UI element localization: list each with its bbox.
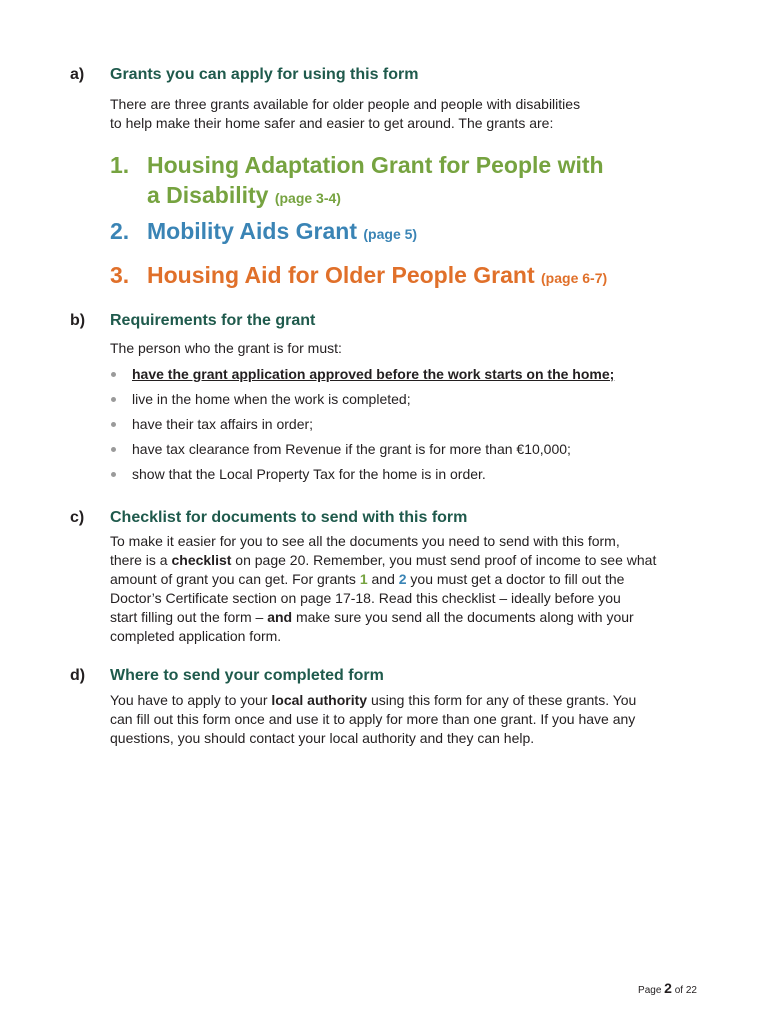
section-intro <box>110 95 710 133</box>
grant-page-ref: (page 6-7) <box>541 270 608 286</box>
section-letter: d) <box>70 667 86 684</box>
body-line <box>110 570 710 589</box>
section-body <box>110 532 710 646</box>
list-item <box>110 387 614 412</box>
text-run: start filling out the form – <box>110 609 268 625</box>
section-heading: Requirements for the grant <box>110 312 316 329</box>
grant-item <box>110 260 607 293</box>
grant-title: Housing Aid for Older People Grant <box>147 262 535 288</box>
text-run: Doctor’s Certificate section on page 17-18. Read this checklist – ideally before you <box>110 590 621 606</box>
text-run: completed application form. <box>110 628 282 644</box>
section-intro <box>110 339 710 358</box>
text-run: and <box>367 571 399 587</box>
emphasis-text: checklist <box>171 552 232 568</box>
body-line <box>110 729 710 748</box>
body-line <box>110 608 710 627</box>
grant-item <box>110 150 604 180</box>
requirements-list <box>110 362 614 487</box>
emphasis-text: local authority <box>271 692 368 708</box>
bullet-icon <box>111 422 116 427</box>
list-item-text: have their tax affairs in order; <box>132 416 314 432</box>
bullet-icon <box>111 397 116 402</box>
section-heading: Grants you can apply for using this form <box>110 66 419 83</box>
list-item <box>110 412 614 437</box>
grant-title: Mobility Aids Grant <box>147 218 357 244</box>
text-run: questions, you should contact your local authority and they can help. <box>110 730 535 746</box>
grant-number: 2. <box>110 218 130 244</box>
list-item <box>110 362 614 387</box>
grant-ref-2: 2 <box>398 571 407 587</box>
grant-number: 3. <box>110 262 130 288</box>
text-run: there is a <box>110 552 172 568</box>
intro-line: to help make their home safer and easier to get around. The grants are: <box>110 115 554 131</box>
emphasis-text: and <box>267 609 293 625</box>
body-line <box>110 551 710 570</box>
text-run: on page 20. Remember, you must send proof of income to see what <box>231 552 657 568</box>
body-line <box>110 627 710 646</box>
page-number: 2 <box>664 980 672 996</box>
text-run: You have to apply to your <box>110 692 272 708</box>
text-run: amount of grant you can get. For grants <box>110 571 360 587</box>
list-item <box>110 437 614 462</box>
grant-title: Housing Adaptation Grant for People with <box>147 152 604 178</box>
intro-line: The person who the grant is for must: <box>110 340 342 356</box>
section-letter: a) <box>70 66 85 83</box>
text-run: using this form for any of these grants. You <box>367 692 637 708</box>
grant-item-continued <box>147 180 341 213</box>
intro-line: There are three grants available for older people and people with disabilities <box>110 96 581 112</box>
grant-ref-1: 1 <box>359 571 368 587</box>
list-item-text: show that the Local Property Tax for the home is in order. <box>132 466 486 482</box>
section-body <box>110 691 710 748</box>
bullet-icon <box>111 447 116 452</box>
grant-number: 1. <box>110 152 130 178</box>
text-run: can fill out this form once and use it to apply for more than one grant. If you have any <box>110 711 636 727</box>
list-item-text: live in the home when the work is completed; <box>132 391 411 407</box>
page-footer <box>638 980 697 996</box>
body-line <box>110 710 710 729</box>
grant-page-ref: (page 3-4) <box>274 190 341 206</box>
body-line <box>110 589 710 608</box>
grant-page-ref: (page 5) <box>363 226 418 242</box>
section-heading: Where to send your completed form <box>110 667 384 684</box>
list-item <box>110 462 614 487</box>
list-item-text: have tax clearance from Revenue if the grant is for more than €10,000; <box>132 441 571 457</box>
bullet-icon <box>111 472 116 477</box>
grant-item <box>110 216 417 249</box>
page-label: Page <box>638 985 665 996</box>
page-total: of 22 <box>671 985 697 996</box>
text-run: make sure you send all the documents along with your <box>292 609 634 625</box>
body-line <box>110 532 710 551</box>
section-heading: Checklist for documents to send with this form <box>110 509 468 526</box>
section-letter: b) <box>70 312 86 329</box>
section-letter: c) <box>70 509 85 526</box>
text-run: you must get a doctor to fill out the <box>406 571 625 587</box>
grant-title: a Disability <box>147 182 269 208</box>
text-run: To make it easier for you to see all the documents you need to send with this form, <box>110 533 620 549</box>
list-item-text: have the grant application approved before the work starts on the home; <box>132 366 615 382</box>
bullet-icon <box>111 372 116 377</box>
body-line <box>110 691 710 710</box>
